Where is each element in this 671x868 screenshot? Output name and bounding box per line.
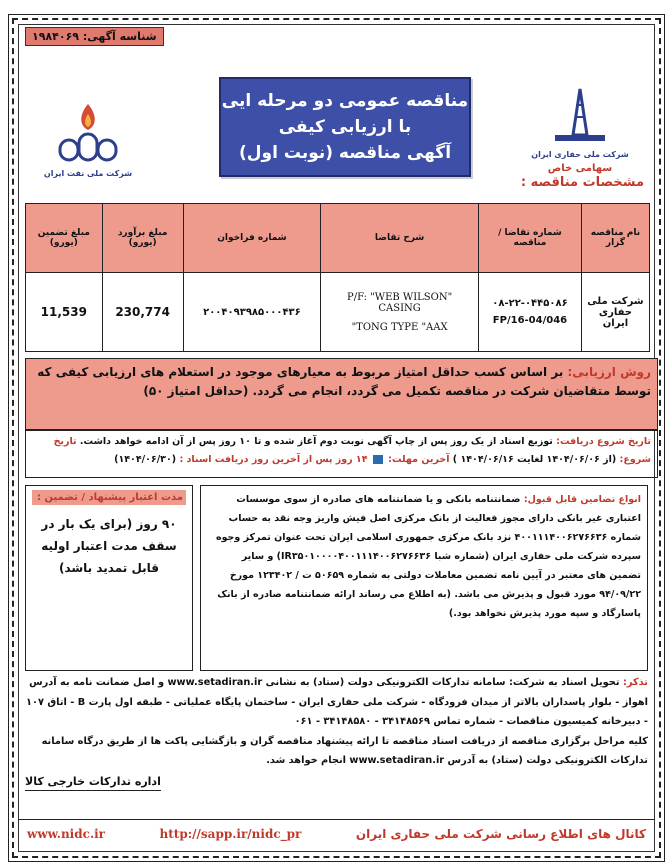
flame-icon — [52, 100, 124, 166]
table-header-row — [26, 204, 650, 273]
nioc-logo — [33, 100, 143, 205]
notice-frame — [8, 14, 665, 862]
note-label: تذکر: — [622, 677, 648, 688]
evaluation-text: بر اساس کسب حداقل امتیاز مربوط به معیارهای موجود در استعلام های ارزیابی کیفی که توسط متقاضیان شرکت در مناقصه تکمیل می گردد، انجام می گردد. (حداقل امتیاز ۵۰) — [37, 365, 651, 398]
validity-box — [25, 485, 193, 671]
nioc-logo-caption: شرکت ملی نفت ایران — [43, 169, 133, 178]
specs-heading: مشخصات مناقصه : — [520, 175, 644, 190]
cell-call-no: ۲۰۰۴۰۹۳۹۸۵۰۰۰۴۳۶ — [183, 273, 321, 352]
cell-req-no — [479, 273, 582, 352]
desc-1: P/F: "WEB WILSON" CASING — [346, 291, 453, 314]
evaluation-box — [25, 358, 658, 430]
guarantees-text: ضمانتنامه بانکی و یا ضمانتنامه های صادره از سوی موسسات اعتباری غیر بانکی دارای مجوز فعالیت از بانک مرکزی اصل فیش واریز وجه نقد به حساب شماره ۴۰۰۱۱۱۴۰۰۶۲۷۶۶۳۶ نزد بانک مرکزی جمهوری اسلامی ایران تحت عنوان تمرکز وجوه سپرده شرکت ملی حفاری ایران (شماره شبا IR۳۵۰۱۰۰۰۰۴۰۰۱۱۱۴۰۰۶۲۷۶۶۳۶) و سایر تضمین های معتبر در آیین نامه تضمین معاملات دولتی به شماره ۵۰۶۵۹ ت / ۱۲۳۴۰۲ مورخ ۹۴/۰۹/۲۲ مورد قبول و پذیرش می باشد. (به اطلاع می رساند ارائه ضمانتنامه صادره از بانک پاسارگاد و سپه مورد پذیرش نخواهد بود.) — [215, 494, 641, 619]
distribution-box — [25, 430, 658, 478]
table-row — [26, 273, 650, 352]
deadline-date: (۱۴۰۴/۰۶/۳۰) — [114, 454, 177, 465]
header-desc: شرح تقاضا — [321, 204, 479, 273]
note-delivery: تحویل اسناد به شرکت: سامانه تدارکات الکترونیکی دولت (ستاد) به نشانی www.setadiran.ir و اصل ضمانت نامه به آدرس اهواز - بلوار پاسداران بالاتر از میدان فرودگاه - شرکت ملی حفاری ایران - ساختمان پایگاه عملیاتی - طبقه اول پارت B - اتاق ۱۰۷ - دبیرخانه کمیسیون مناقصات - شماره تماس ۳۴۱۴۸۵۶۹ - ۳۴۱۴۸۵۸۰ - ۰۶۱ — [26, 677, 648, 727]
validity-text: ۹۰ روز (برای یک بار در سقف مدت اعتبار اولیه قابل تمدید باشد) — [41, 517, 177, 575]
distribution-text: توزیع اسناد از یک روز پس از چاپ آگهی نوبت دوم آغاز شده و تا ۱۰ روز پس از آن ادامه خواهد داشت. — [79, 436, 553, 447]
department-name: اداره تدارکات خارجی کالا — [25, 775, 161, 791]
req-no-1: ۰۸-۲۲-۰۴۴۵۰۸۶ — [492, 298, 568, 309]
note-procedure: کلیه مراحل برگزاری مناقصه از دریافت اسناد مناقصه تا ارائه پیشنهاد مناقصه گران و بازگشایی پاکت ها از طریق درگاه سامانه تدارکات الکترونیکی دولت (ستاد) به آدرس www.setadiran.ir انجام خواهد شد. — [41, 735, 648, 766]
note-section — [23, 673, 648, 771]
req-no-2: FP/16-04/046 — [492, 315, 568, 326]
cell-estimate: 230,774 — [102, 273, 183, 352]
title-line-1: مناقصه عمومی دو مرحله ایی با ارزیابی کیفی — [221, 91, 469, 137]
website-link[interactable]: www.nidc.ir — [27, 827, 105, 841]
sapp-link[interactable]: http://sapp.ir/nidc_pr — [159, 827, 302, 841]
desc-2: "TONG TYPE "AAX — [351, 321, 448, 333]
evaluation-label: روش ارزیابی: — [567, 365, 651, 379]
notice-number: شناسه آگهی: ۱۹۸۴۰۶۹ — [25, 27, 164, 46]
start-date-label: تاریخ شروع: — [53, 436, 651, 465]
tender-title — [219, 77, 471, 177]
tender-table — [25, 203, 650, 352]
guarantees-label: انواع تضامین قابل قبول: — [523, 494, 641, 505]
guarantees-box — [200, 485, 648, 671]
header-estimate: مبلغ برآورد (یورو) — [102, 204, 183, 273]
cell-guarantee: 11,539 — [26, 273, 103, 352]
validity-label: مدت اعتبار پیشنهاد / تضمین : — [32, 490, 186, 505]
notice-body — [18, 24, 655, 852]
header-call-no: شماره فراخوان — [183, 204, 321, 273]
title-line-2: آگهی مناقصه (نوبت اول) — [238, 143, 452, 163]
footer-channels: کانال های اطلاع رسانی شرکت ملی حفاری ایران — [355, 827, 646, 841]
header-org: نام مناقصه گزار — [581, 204, 649, 273]
cell-desc — [321, 273, 479, 352]
nidc-logo-caption: شرکت ملی حفاری ایران — [531, 150, 629, 159]
header-req-no: شماره تقاضا / مناقصه — [479, 204, 582, 273]
deadline-value: ۱۴ روز پس از آخرین روز دریافت اسناد : — [179, 454, 368, 465]
footer-bar — [19, 819, 654, 848]
square-bullet-icon — [373, 455, 383, 464]
header-guarantee: مبلغ تضمین (یورو) — [26, 204, 103, 273]
start-date-value: (از ۱۴۰۴/۰۶/۰۶ لغایت ۱۴۰۴/۰۶/۱۶ ) — [452, 454, 617, 465]
deadline-label: آخرین مهلت: — [388, 454, 450, 465]
cell-org: شرکت ملی حفاری ایران — [581, 273, 649, 352]
drilling-rig-icon — [545, 85, 615, 147]
nidc-logo-subcaption: سهامی خاص — [547, 163, 613, 174]
distribution-label: تاریخ شروع دریافت: — [556, 436, 651, 447]
